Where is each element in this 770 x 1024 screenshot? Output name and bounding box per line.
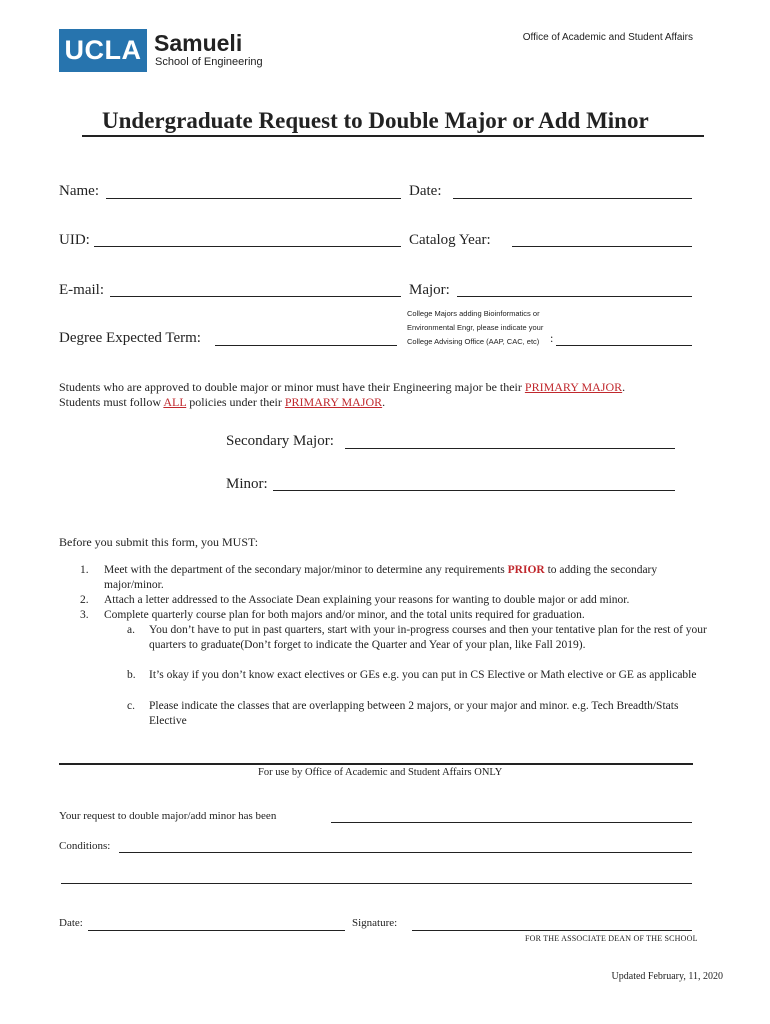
ucla-logo-text: UCLA (64, 35, 142, 65)
requirements-intro: Before you submit this form, you MUST: (59, 535, 259, 549)
admin-section-divider (59, 763, 693, 765)
requirement-3a (127, 623, 724, 653)
form-title: Undergraduate Request to Double Major or Add Minor (102, 108, 649, 133)
email-label: E-mail: (59, 282, 104, 298)
secondary-major-field[interactable] (345, 448, 675, 449)
requirement-2-number: 2. (80, 594, 89, 606)
requirement-2 (80, 593, 729, 608)
policy-line-2 (59, 395, 385, 410)
samueli-logo-name: Samueli (154, 30, 243, 56)
request-status-field[interactable] (331, 822, 692, 823)
date-label: Date: (409, 183, 442, 199)
admin-date-label: Date: (59, 917, 83, 929)
degree-term-field[interactable] (215, 345, 397, 346)
samueli-logo-subtitle: School of Engineering (155, 56, 263, 68)
degree-term-label: Degree Expected Term: (59, 330, 201, 346)
catalog-year-field[interactable] (512, 246, 692, 247)
major-field[interactable] (457, 296, 692, 297)
catalog-year-label: Catalog Year: (409, 232, 491, 248)
minor-field[interactable] (273, 490, 675, 491)
request-status-label: Your request to double major/add minor has been (59, 810, 277, 822)
conditions-field-2[interactable] (61, 883, 692, 884)
requirement-3c-text: Please indicate the classes that are overlapping between 2 majors, or your major and minor. e.g. Tech Breadth/Stats Elective (149, 700, 679, 727)
requirement-3c-letter: c. (127, 700, 135, 712)
conditions-label: Conditions: (59, 840, 111, 852)
title-underline (82, 135, 704, 137)
college-note-line-3: College Advising Office (AAP, CAC, etc) (407, 337, 540, 346)
date-field[interactable] (453, 198, 692, 199)
college-colon: : (550, 331, 554, 345)
policy-line-2-mid: policies under their (186, 395, 285, 409)
requirement-3a-text: You don’t have to put in past quarters, start with your in-progress courses and then your tentative plan for the rest of your quarters to graduate(Don’t forget to indicate the Quarter and Year of your plan, like Fall 2019). (149, 624, 707, 651)
requirement-3b-text: It’s okay if you don’t know exact electives or GEs e.g. you can put in CS Elective or Math elective or GE as applicable (149, 669, 697, 681)
requirement-3b-letter: b. (127, 669, 136, 681)
uid-label: UID: (59, 232, 90, 248)
uid-field[interactable] (94, 246, 401, 247)
requirement-3c (127, 699, 709, 729)
policy-line-1-text: Students who are approved to double major or minor must have their Engineering major be their (59, 380, 525, 394)
requirement-2-text: Attach a letter addressed to the Associate Dean explaining your reasons for wanting to double major or add minor. (104, 594, 630, 606)
name-label: Name: (59, 183, 99, 199)
primary-major-emphasis-2: PRIMARY MAJOR (284, 395, 383, 409)
requirement-1-end: to adding the secondary major/minor. (104, 564, 658, 591)
requirement-1 (80, 563, 704, 593)
policy-line-2-text: Students must follow (59, 395, 164, 409)
policy-line-2-end: . (382, 395, 386, 409)
college-note-line-1: College Majors adding Bioinformatics or (407, 309, 540, 318)
requirement-3a-letter: a. (127, 624, 135, 636)
requirement-3-number: 3. (80, 609, 89, 621)
admin-date-field[interactable] (88, 930, 345, 931)
requirement-3b (127, 668, 724, 683)
admin-heading: For use by Office of Academic and Student Affairs ONLY (258, 767, 503, 778)
requirement-1-text: Meet with the department of the secondary major/minor to determine any requirements (104, 564, 508, 576)
conditions-field[interactable] (119, 852, 692, 853)
requirement-3 (80, 608, 729, 623)
primary-major-emphasis: PRIMARY MAJOR (524, 380, 623, 394)
signature-caption: FOR THE ASSOCIATE DEAN OF THE SCHOOL (525, 934, 698, 943)
ucla-logo (59, 29, 147, 72)
college-advising-field[interactable] (556, 345, 692, 346)
requirement-3-text: Complete quarterly course plan for both majors and/or minor, and the total units required for graduation. (104, 609, 585, 621)
minor-label: Minor: (226, 476, 268, 492)
prior-emphasis: PRIOR (507, 564, 545, 576)
updated-date: Updated February, 11, 2020 (611, 971, 723, 982)
requirement-1-number: 1. (80, 564, 89, 576)
email-field[interactable] (110, 296, 401, 297)
college-note-line-2: Environmental Engr, please indicate your (407, 323, 544, 332)
signature-label: Signature: (352, 917, 398, 929)
college-note (407, 307, 543, 349)
policy-line-1-end: . (622, 380, 626, 394)
all-emphasis: ALL (163, 395, 187, 409)
office-heading: Office of Academic and Student Affairs (522, 32, 693, 43)
secondary-major-label: Secondary Major: (226, 433, 334, 449)
name-field[interactable] (106, 198, 401, 199)
policy-line-1 (59, 380, 625, 395)
major-label: Major: (409, 282, 450, 298)
signature-field[interactable] (412, 930, 692, 931)
